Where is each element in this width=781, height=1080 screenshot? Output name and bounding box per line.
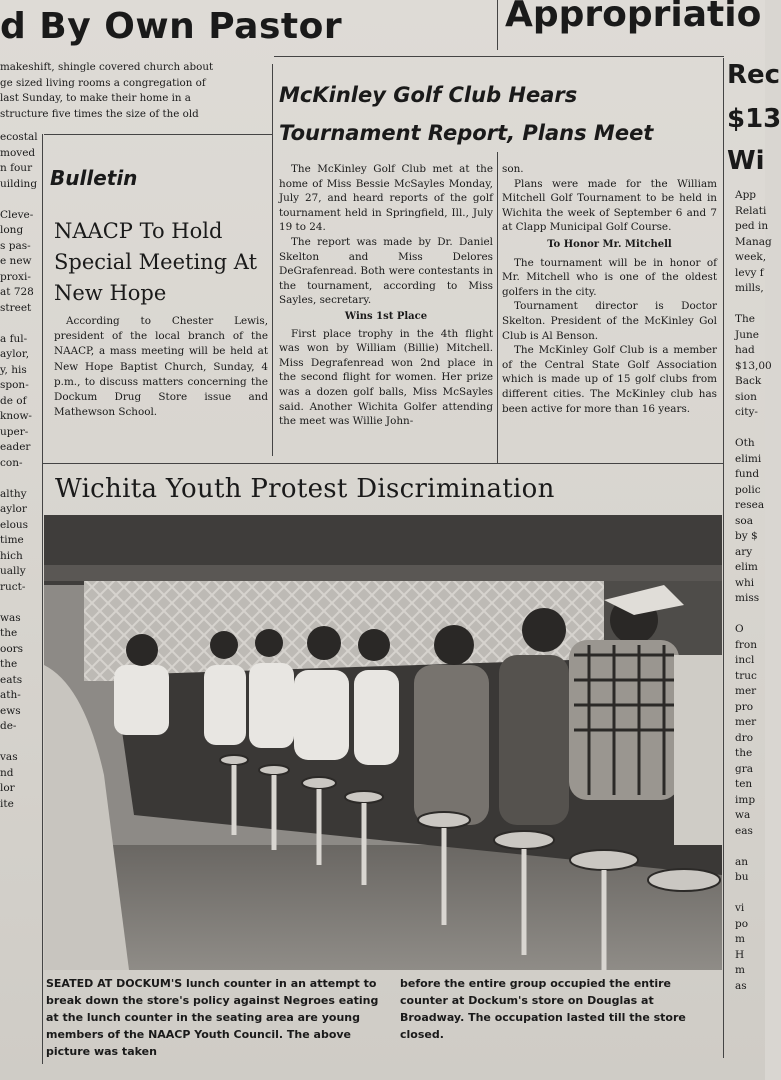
fragment-line xyxy=(0,471,41,487)
fragment-line: aylor, xyxy=(0,348,30,360)
fragment-line: imp xyxy=(735,793,756,806)
photo-headline: Wichita Youth Protest Discrimination xyxy=(55,474,555,504)
golf-paragraph: Plans were made for the William Mitchell Golf Tournament to be held in Wichita the week of September 6 and 7 at Clapp Municipal Golf Course. xyxy=(502,177,717,234)
fragment-line: de of xyxy=(0,394,27,407)
fragment-line: lor xyxy=(0,782,15,794)
fragment-line: Cleve- xyxy=(0,208,34,221)
story-line: makeshift, shingle covered church about xyxy=(0,61,214,73)
column-rule xyxy=(42,134,43,1064)
fragment-line xyxy=(0,192,41,208)
fragment-line: H xyxy=(735,948,745,961)
golf-paragraph: The McKinley Golf Club is a member of the Central State Golf Association which is made up of 15 golf clubs from different cities. The McKinley club has been active for more than 16 years. xyxy=(502,344,717,415)
fragment-line: soa xyxy=(735,514,753,527)
fragment-line: bu xyxy=(735,871,749,883)
fragment-line: time xyxy=(0,534,24,546)
fragment-line xyxy=(0,316,41,332)
fragment-line: ary xyxy=(735,545,753,558)
photo-caption-left: SEATED AT DOCKUM'S lunch counter in an attempt to break down the store's policy against Negroes eating at the lunch counter in the seating area are young members of the NAACP Youth Council. The above picture was taken xyxy=(46,977,379,1058)
fragment-line: O xyxy=(735,623,744,635)
fragment-line: m xyxy=(735,964,745,976)
fragment-line: vi xyxy=(735,902,745,914)
fragment-line: ews xyxy=(0,704,21,717)
fragment-line: po xyxy=(735,917,749,930)
golf-subhead: Wins 1st Place xyxy=(344,310,428,322)
fragment-line: mills, xyxy=(735,282,764,294)
golf-column-2 xyxy=(502,162,717,416)
right-headline-3: Wi xyxy=(727,146,765,176)
story-line: structure five times the size of the old xyxy=(0,107,199,120)
fragment-line: fund xyxy=(735,468,760,480)
fragment-line: resea xyxy=(735,499,765,511)
fragment-line: aylor xyxy=(0,503,27,515)
column-rule xyxy=(723,58,724,1058)
fragment-line: pro xyxy=(735,700,754,713)
fragment-line xyxy=(0,735,41,751)
fragment-line: a ful- xyxy=(0,332,28,345)
section-rule xyxy=(42,463,724,464)
fragment-line: nd xyxy=(0,766,14,779)
fragment-line: Back xyxy=(735,375,762,387)
fragment-line: the xyxy=(735,747,753,759)
fragment-line: proxi- xyxy=(0,270,31,283)
fragment-line: con- xyxy=(0,456,23,469)
fragment-line: ten xyxy=(735,778,753,790)
fragment-line: spon- xyxy=(0,379,29,391)
section-rule xyxy=(44,134,272,135)
fragment-line xyxy=(735,839,765,855)
fragment-line: whi xyxy=(735,576,755,589)
golf-paragraph: son. xyxy=(502,163,524,175)
fragment-line: truc xyxy=(735,669,757,682)
fragment-line: eats xyxy=(0,673,23,686)
fragment-line: eas xyxy=(735,824,753,837)
fragment-line: week, xyxy=(735,251,767,263)
fragment-line: y, his xyxy=(0,363,27,376)
fragment-line: The xyxy=(735,313,755,325)
lunch-counter-photo xyxy=(44,515,722,970)
fragment-line: ite xyxy=(0,797,14,810)
fragment-line: know- xyxy=(0,410,32,422)
fragment-line: ruct- xyxy=(0,580,26,593)
golf-paragraph: First place trophy in the 4th flight was won by William (Billie) Mitchell. Miss Degrafenread won 2nd place in the second flight for women. Her prize was a dozen golf balls, Miss McSayles said. Another Wichita Golfer attending the meet was Willie John- xyxy=(279,327,493,428)
fragment-line: eader xyxy=(0,441,31,453)
bulletin-headline: NAACP To Hold Special Meeting At New Hope xyxy=(54,219,258,305)
fragment-line: the xyxy=(0,627,18,639)
fragment-line: n four xyxy=(0,162,33,174)
fragment-line: polic xyxy=(735,483,761,496)
fragment-line: wa xyxy=(735,809,751,821)
right-headline-2: $13 xyxy=(727,104,781,134)
fragment-line: incl xyxy=(735,654,755,666)
fragment-line: uilding xyxy=(0,177,38,190)
fragment-line: mer xyxy=(735,716,757,728)
fragment-line: sion xyxy=(735,390,757,403)
fragment-line: App xyxy=(735,189,757,201)
fragment-line: ecostal xyxy=(0,131,38,143)
column-rule xyxy=(497,0,498,50)
fragment-line: at 728 xyxy=(0,286,34,298)
golf-subhead: To Honor Mr. Mitchell xyxy=(547,238,672,250)
fragment-line: $13,00 xyxy=(735,359,772,372)
bulletin-label: Bulletin xyxy=(50,166,138,190)
fragment-line xyxy=(0,595,41,611)
fragment-line xyxy=(735,886,765,902)
fragment-line: uper- xyxy=(0,425,29,438)
fragment-line: dro xyxy=(735,731,754,744)
fragment-line: the xyxy=(0,658,18,670)
golf-paragraph: Tournament director is Doctor Skelton. President of the McKinley Gol Club is Al Benson. xyxy=(502,300,717,342)
fragment-line: gra xyxy=(735,762,754,775)
fragment-line: e new xyxy=(0,255,32,267)
golf-paragraph: The McKinley Golf Club met at the home of Miss Bessie McSayles Monday, July 27, and heard reports of the golf tournament held in Springfield, Ill., July 19 to 24. xyxy=(279,163,493,234)
column-rule xyxy=(497,152,498,464)
fragment-line: levy f xyxy=(735,266,764,279)
fragment-line: oors xyxy=(0,642,24,655)
lunch-counter-photo-illustration xyxy=(44,515,722,970)
fragment-line: hich xyxy=(0,549,23,562)
fragment-line: mer xyxy=(735,685,757,697)
right-headline-1: Rec xyxy=(727,60,781,90)
photo-caption-right: before the entire group occupied the entire counter at Dockum's store on Douglas at Broadway. The occupation lasted till the store closed. xyxy=(400,977,686,1041)
top-headline-right: Appropriatio xyxy=(505,0,762,35)
fragment-line: Manag xyxy=(735,235,772,248)
fragment-line: vas xyxy=(0,751,18,763)
fragment-line: elimi xyxy=(735,452,762,465)
bulletin-body: According to Chester Lewis, president of the local branch of the NAACP, a mass meeting will be held at New Hope Baptist Church, Sunday, 4 p.m., to discuss matters concerning the Dockum Drug Store issue and Mathewson School. xyxy=(54,315,268,419)
fragment-line: ually xyxy=(0,565,26,577)
fragment-line: had xyxy=(735,344,755,356)
story-line: ge sized living rooms a congregation of xyxy=(0,76,206,89)
fragment-line: elous xyxy=(0,518,29,531)
top-headline-left: d By Own Pastor xyxy=(0,6,343,47)
fragment-line xyxy=(735,297,765,313)
section-rule xyxy=(274,56,724,57)
fragment-line: miss xyxy=(735,592,760,604)
fragment-line: de- xyxy=(0,720,17,732)
left-column-fragments xyxy=(0,130,41,812)
fragment-line: by $ xyxy=(735,530,758,542)
fragment-line xyxy=(735,607,765,623)
fragment-line: elim xyxy=(735,561,758,573)
golf-column-1 xyxy=(279,162,493,429)
fragment-line: city- xyxy=(735,406,758,418)
golf-headline: McKinley Golf Club Hears Tournament Report, Plans Meet xyxy=(279,83,654,145)
fragment-line: street xyxy=(0,301,32,314)
fragment-line: long xyxy=(0,224,24,236)
fragment-line: an xyxy=(735,855,749,868)
fragment-line: Oth xyxy=(735,437,755,449)
pastor-story xyxy=(0,60,270,122)
fragment-line: moved xyxy=(0,146,36,159)
golf-paragraph: The tournament will be in honor of Mr. Mitchell who is one of the oldest golfers in the city. xyxy=(502,256,717,298)
fragment-line: June xyxy=(735,328,759,341)
fragment-line: althy xyxy=(0,487,27,500)
story-line: last Sunday, to make their home in a xyxy=(0,92,191,104)
fragment-line: m xyxy=(735,933,745,945)
fragment-line: was xyxy=(0,611,21,624)
golf-paragraph: The report was made by Dr. Daniel Skelton and Miss Delores DeGrafenread. Both were contestants in the tournament, according to Miss Sayles, secretary. xyxy=(279,235,493,307)
fragment-line: as xyxy=(735,979,747,992)
fragment-line: s pas- xyxy=(0,239,31,252)
fragment-line: fron xyxy=(735,638,757,651)
right-column-fragments xyxy=(735,188,772,994)
fragment-line xyxy=(735,421,765,437)
fragment-line: Relati xyxy=(735,204,767,217)
fragment-line: ped in xyxy=(735,220,769,232)
fragment-line: ath- xyxy=(0,689,21,701)
